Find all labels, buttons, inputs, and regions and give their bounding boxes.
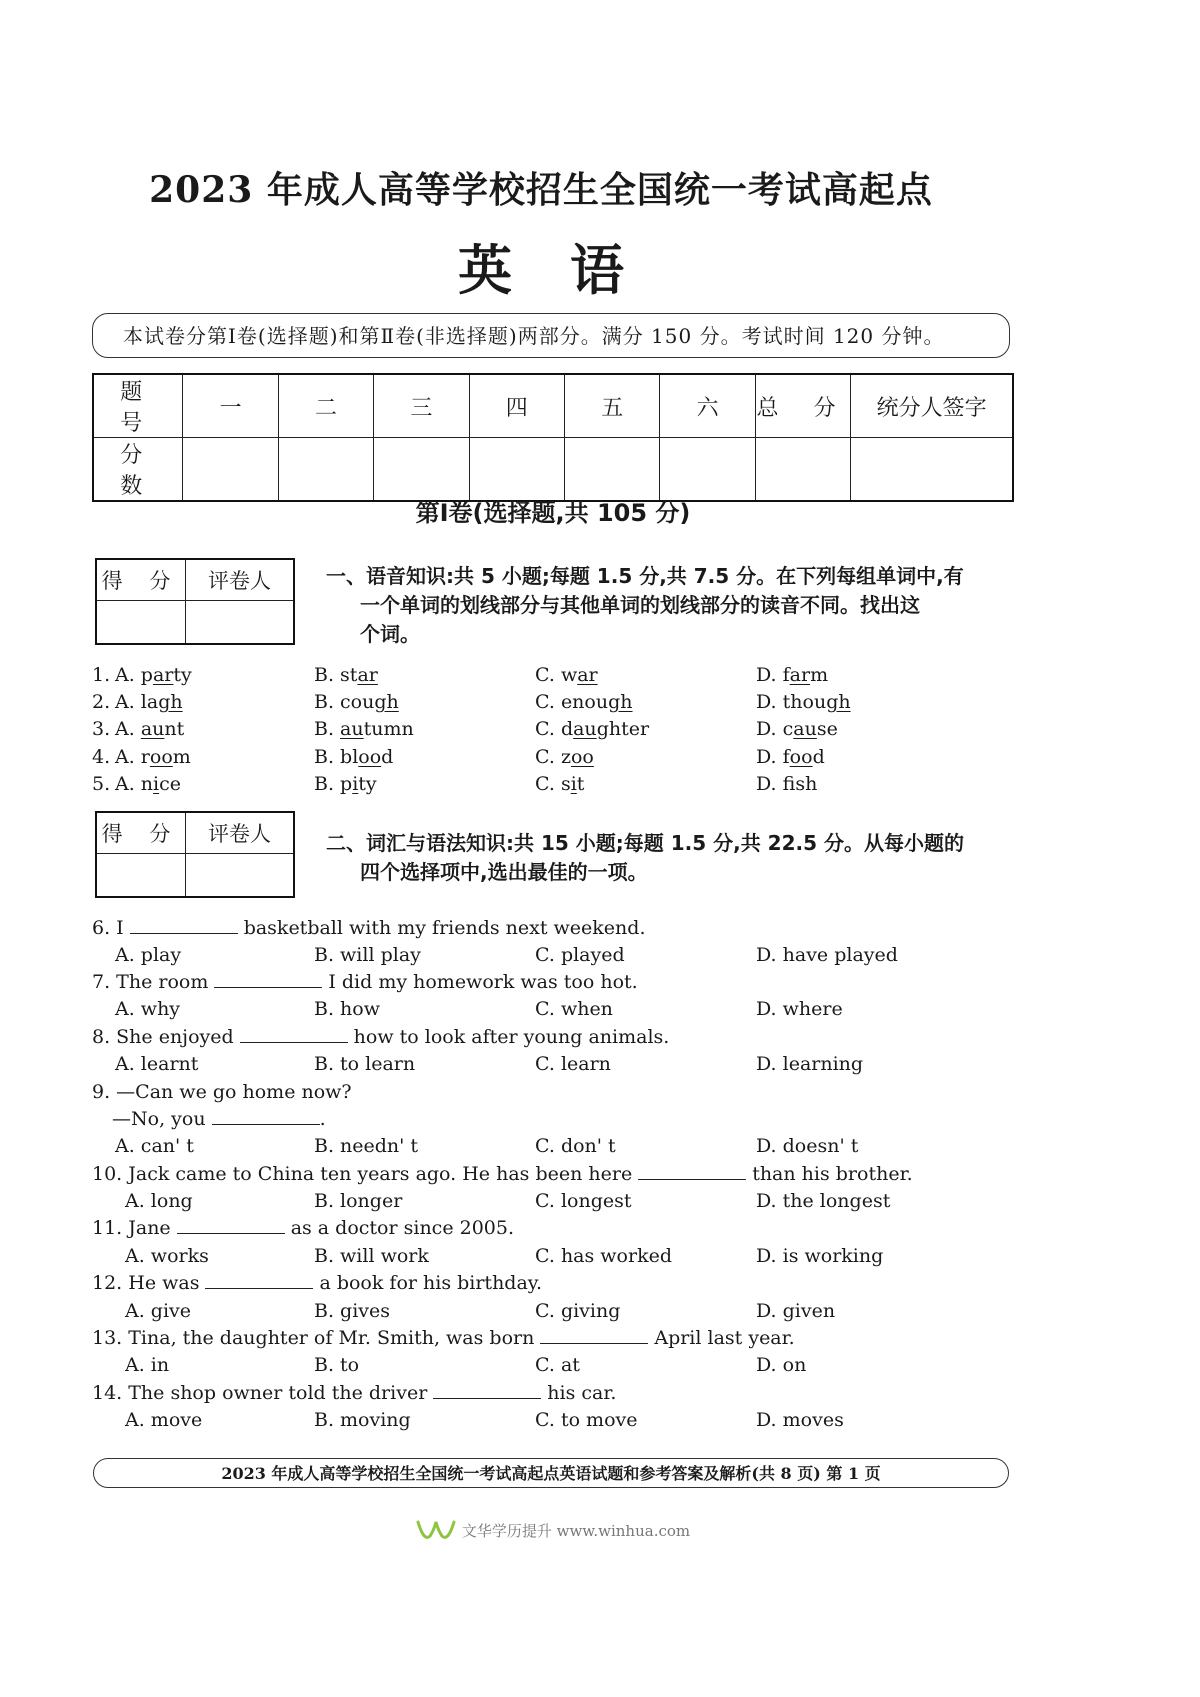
stem-text: 6. I bbox=[92, 917, 124, 939]
option-text: C. w bbox=[535, 664, 578, 686]
section1-heading-line: 个词。 bbox=[360, 622, 420, 646]
option-b[interactable] bbox=[314, 662, 378, 689]
option-b[interactable]: B. needn' t bbox=[314, 1135, 419, 1157]
option-d[interactable]: D. on bbox=[756, 1354, 807, 1376]
option-text: t bbox=[576, 773, 585, 795]
question-stem bbox=[92, 1325, 1092, 1352]
option-c[interactable]: C. longest bbox=[535, 1190, 632, 1212]
score-table-cell: 分 数 bbox=[93, 438, 183, 502]
score-input-cell[interactable] bbox=[374, 438, 469, 502]
option-d[interactable]: D. given bbox=[756, 1300, 836, 1322]
option-b[interactable] bbox=[314, 716, 414, 743]
option-text: ghter bbox=[596, 718, 650, 740]
underlined-letters: gh bbox=[608, 691, 633, 713]
question-number: 2. bbox=[92, 691, 111, 713]
option-d[interactable]: D. the longest bbox=[756, 1190, 891, 1212]
score-table-cell: 题 号 bbox=[93, 374, 183, 438]
phonetics-question-row bbox=[92, 689, 1092, 716]
grader-box-score-label: 得 分 bbox=[96, 812, 186, 854]
grader-box-grader-cell[interactable] bbox=[186, 854, 295, 898]
option-d[interactable]: D. moves bbox=[756, 1409, 844, 1431]
options-row bbox=[92, 1407, 1092, 1434]
score-table bbox=[92, 373, 1014, 502]
question-number: 4. bbox=[92, 746, 111, 768]
score-input-cell[interactable] bbox=[278, 438, 373, 502]
winhua-logo-icon bbox=[416, 1516, 456, 1548]
stem-text: his car. bbox=[547, 1382, 617, 1404]
score-input-cell[interactable] bbox=[660, 438, 755, 502]
score-table-cell: 六 bbox=[660, 374, 755, 438]
stem-text: how to look after young animals. bbox=[353, 1026, 670, 1048]
stem-text: I did my homework was too hot. bbox=[328, 971, 638, 993]
option-a[interactable] bbox=[115, 771, 181, 798]
score-input-cell[interactable] bbox=[469, 438, 564, 502]
option-text: C. d bbox=[535, 718, 574, 740]
question-stem bbox=[92, 915, 1092, 942]
stem-text: 10. Jack came to China ten years ago. He has been here bbox=[92, 1163, 633, 1185]
score-input-cell[interactable] bbox=[755, 438, 850, 502]
option-a[interactable]: A. long bbox=[125, 1190, 193, 1212]
phonetics-question-row bbox=[92, 771, 1092, 798]
score-table-cell: 统分人签字 bbox=[851, 374, 1013, 438]
question-stem bbox=[92, 1270, 1092, 1297]
answer-blank[interactable] bbox=[177, 1215, 285, 1234]
option-a[interactable] bbox=[115, 744, 191, 771]
question-number: 5. bbox=[92, 773, 111, 795]
option-c[interactable] bbox=[535, 716, 649, 743]
underlined-letters: i bbox=[570, 773, 577, 795]
option-text: D. f bbox=[756, 773, 796, 795]
grader-box-score-cell[interactable] bbox=[96, 601, 186, 645]
option-text: m bbox=[810, 664, 829, 686]
option-c[interactable]: C. played bbox=[535, 944, 625, 966]
option-b[interactable]: B. moving bbox=[314, 1409, 411, 1431]
page-footer: 2023 年成人高等学校招生全国统一考试高起点英语试题和参考答案及解析(共 8 页) 第 1 页 bbox=[93, 1458, 1009, 1488]
option-text: d bbox=[812, 746, 825, 768]
grader-box-score-cell[interactable] bbox=[96, 854, 186, 898]
option-text: C. enou bbox=[535, 691, 609, 713]
underlined-letters: oo bbox=[149, 746, 173, 768]
option-b[interactable] bbox=[314, 771, 377, 798]
option-d[interactable] bbox=[756, 716, 838, 743]
option-d[interactable]: D. is working bbox=[756, 1245, 884, 1267]
answer-blank[interactable] bbox=[638, 1161, 746, 1180]
option-text: d bbox=[381, 746, 394, 768]
section1-heading-line: 一、语音知识:共 5 小题;每题 1.5 分,共 7.5 分。在下列每组单词中,有 bbox=[326, 564, 964, 588]
option-a[interactable]: A. move bbox=[125, 1409, 203, 1431]
underlined-letters: au bbox=[140, 718, 165, 740]
score-table-cell: 五 bbox=[565, 374, 660, 438]
underlined-letters: i bbox=[352, 773, 359, 795]
underlined-letters: ar bbox=[152, 664, 174, 686]
subject-title: 英语 bbox=[458, 238, 682, 302]
stem-text: 8. She enjoyed bbox=[92, 1026, 234, 1048]
option-c[interactable]: C. learn bbox=[535, 1053, 611, 1075]
question-stem bbox=[92, 1380, 1092, 1407]
grader-box-grader-label: 评卷人 bbox=[186, 812, 295, 854]
options-row bbox=[92, 1352, 1092, 1379]
option-text: B. cou bbox=[314, 691, 375, 713]
option-c[interactable] bbox=[535, 771, 584, 798]
option-text: B. bbox=[314, 718, 341, 740]
score-input-cell[interactable] bbox=[183, 438, 278, 502]
option-text: A. p bbox=[115, 664, 153, 686]
score-table-cell: 总 分 bbox=[755, 374, 850, 438]
option-b[interactable]: B. gives bbox=[314, 1300, 391, 1322]
watermark-text: 文华学历提升 www.winhua.com bbox=[461, 1522, 691, 1540]
stem-text: 13. Tina, the daughter of Mr. Smith, was born bbox=[92, 1327, 535, 1349]
option-b[interactable]: B. to learn bbox=[314, 1053, 416, 1075]
underlined-letters: oo bbox=[570, 746, 594, 768]
underlined-letters: oo bbox=[358, 746, 382, 768]
stem-text: . bbox=[319, 1108, 326, 1130]
grader-box-grader-cell[interactable] bbox=[186, 601, 295, 645]
answer-blank[interactable] bbox=[205, 1270, 313, 1289]
option-a[interactable]: A. give bbox=[125, 1300, 192, 1322]
option-text: A. n bbox=[115, 773, 154, 795]
options-row bbox=[92, 942, 1092, 969]
part1-title: 第Ⅰ卷(选择题,共 105 分) bbox=[415, 499, 691, 527]
option-text: A. bbox=[115, 718, 141, 740]
section2-heading-line: 四个选择项中,选出最佳的一项。 bbox=[360, 860, 648, 884]
stem-text: than his brother. bbox=[752, 1163, 913, 1185]
underlined-letters: ar bbox=[357, 664, 378, 686]
option-text: C. s bbox=[535, 773, 571, 795]
underlined-letters: i bbox=[153, 773, 160, 795]
section1-heading bbox=[326, 562, 1006, 649]
option-a[interactable] bbox=[115, 689, 183, 716]
stem-text: basketball with my friends next weekend. bbox=[243, 917, 646, 939]
score-table-cell: 三 bbox=[374, 374, 469, 438]
answer-blank[interactable] bbox=[130, 915, 238, 934]
option-d[interactable] bbox=[756, 771, 817, 798]
section1-heading-line: 一个单词的划线部分与其他单词的划线部分的读音不同。找出这 bbox=[360, 593, 920, 617]
stem-text: a book for his birthday. bbox=[319, 1272, 543, 1294]
underlined-letters: au bbox=[340, 718, 364, 740]
option-a[interactable]: A. works bbox=[125, 1245, 209, 1267]
option-text: tumn bbox=[363, 718, 414, 740]
watermark bbox=[0, 1516, 1106, 1548]
option-text: C. z bbox=[535, 746, 571, 768]
option-a[interactable] bbox=[115, 716, 184, 743]
grader-box bbox=[95, 811, 295, 898]
underlined-letters: ar bbox=[789, 664, 811, 686]
answer-blank[interactable] bbox=[540, 1325, 648, 1344]
score-table-score-row bbox=[93, 438, 1013, 502]
option-a[interactable]: A. learnt bbox=[115, 1053, 199, 1075]
option-d[interactable]: D. learning bbox=[756, 1053, 864, 1075]
option-a[interactable]: A. in bbox=[125, 1354, 170, 1376]
question-stem bbox=[92, 1024, 1092, 1051]
option-text: D. c bbox=[756, 718, 794, 740]
option-text: B. bl bbox=[314, 746, 359, 768]
stem-text: 14. The shop owner told the driver bbox=[92, 1382, 428, 1404]
option-text: D. thou bbox=[756, 691, 827, 713]
stem-text: 9. —Can we go home now? bbox=[92, 1081, 352, 1103]
option-b[interactable]: B. will play bbox=[314, 944, 421, 966]
answer-blank[interactable] bbox=[212, 1106, 320, 1125]
option-text: se bbox=[816, 718, 838, 740]
underlined-letters: au bbox=[573, 718, 597, 740]
underlined-letters: oo bbox=[789, 746, 813, 768]
stem-text: 11. Jane bbox=[92, 1217, 171, 1239]
option-text: A. la bbox=[115, 691, 159, 713]
option-d[interactable] bbox=[756, 744, 825, 771]
grader-box-score-label: 得 分 bbox=[96, 559, 186, 601]
options-row bbox=[92, 1188, 1092, 1215]
option-text: nt bbox=[164, 718, 185, 740]
answer-blank[interactable] bbox=[433, 1380, 541, 1399]
option-a[interactable]: A. why bbox=[115, 998, 181, 1020]
option-a[interactable]: A. can' t bbox=[115, 1135, 194, 1157]
exam-instructions: 本试卷分第Ⅰ卷(选择题)和第Ⅱ卷(非选择题)两部分。满分 150 分。考试时间 120 分钟。 bbox=[92, 313, 1010, 358]
score-input-cell[interactable] bbox=[851, 438, 1013, 502]
answer-blank[interactable] bbox=[240, 1024, 348, 1043]
option-text: D. f bbox=[756, 664, 790, 686]
phonetics-question-row bbox=[92, 744, 1092, 771]
underlined-letters: au bbox=[793, 718, 817, 740]
score-input-cell[interactable] bbox=[565, 438, 660, 502]
option-b[interactable] bbox=[314, 689, 399, 716]
option-c[interactable]: C. at bbox=[535, 1354, 580, 1376]
score-table-cell: 二 bbox=[278, 374, 373, 438]
option-text: m bbox=[172, 746, 191, 768]
option-a[interactable] bbox=[115, 662, 192, 689]
score-table-header-row bbox=[93, 374, 1013, 438]
stem-text: 7. The room bbox=[92, 971, 209, 993]
option-d[interactable] bbox=[756, 662, 828, 689]
option-c[interactable]: C. when bbox=[535, 998, 613, 1020]
option-c[interactable]: C. to move bbox=[535, 1409, 638, 1431]
option-b[interactable]: B. longer bbox=[314, 1190, 403, 1212]
section2-heading-line: 二、词汇与语法知识:共 15 小题;每题 1.5 分,共 22.5 分。从每小题的 bbox=[326, 831, 964, 855]
options-row bbox=[92, 1133, 1092, 1160]
options-row bbox=[92, 1051, 1092, 1078]
option-d[interactable]: D. doesn' t bbox=[756, 1135, 859, 1157]
options-row bbox=[92, 1298, 1092, 1325]
option-b[interactable]: B. how bbox=[314, 998, 380, 1020]
stem-text: —No, you bbox=[112, 1108, 206, 1130]
option-b[interactable]: B. to bbox=[314, 1354, 360, 1376]
option-text: ty bbox=[173, 664, 192, 686]
phonetics-question-row bbox=[92, 716, 1092, 743]
option-d[interactable]: D. have played bbox=[756, 944, 898, 966]
option-c[interactable] bbox=[535, 662, 598, 689]
question-stem bbox=[92, 1106, 1092, 1133]
option-text: D. f bbox=[756, 746, 790, 768]
grader-box bbox=[95, 558, 295, 645]
options-row bbox=[92, 1243, 1092, 1270]
option-b[interactable]: B. will work bbox=[314, 1245, 429, 1267]
option-c[interactable] bbox=[535, 689, 633, 716]
option-text: ty bbox=[358, 773, 377, 795]
answer-blank[interactable] bbox=[214, 969, 322, 988]
question-number: 1. bbox=[92, 664, 111, 686]
stem-text: April last year. bbox=[654, 1327, 795, 1349]
score-table-cell: 四 bbox=[469, 374, 564, 438]
question-stem bbox=[92, 1215, 1092, 1242]
question-stem bbox=[92, 1079, 1092, 1106]
underlined-letters: gh bbox=[158, 691, 183, 713]
grader-box-grader-label: 评卷人 bbox=[186, 559, 295, 601]
phonetics-question-row bbox=[92, 662, 1092, 689]
option-a[interactable]: A. play bbox=[115, 944, 182, 966]
question-number: 3. bbox=[92, 718, 111, 740]
option-c[interactable]: C. giving bbox=[535, 1300, 621, 1322]
option-b[interactable] bbox=[314, 744, 393, 771]
question-stem bbox=[92, 1161, 1092, 1188]
question-stem bbox=[92, 969, 1092, 996]
option-text: B. st bbox=[314, 664, 358, 686]
score-table-cell: 一 bbox=[183, 374, 278, 438]
option-text: A. r bbox=[115, 746, 150, 768]
option-d[interactable] bbox=[756, 689, 851, 716]
option-c[interactable]: C. has worked bbox=[535, 1245, 672, 1267]
option-d[interactable]: D. where bbox=[756, 998, 843, 1020]
option-c[interactable] bbox=[535, 744, 594, 771]
option-text: B. p bbox=[314, 773, 353, 795]
stem-text: as a doctor since 2005. bbox=[290, 1217, 514, 1239]
option-text: sh bbox=[795, 773, 818, 795]
options-row bbox=[92, 996, 1092, 1023]
underlined-letters: ar bbox=[577, 664, 598, 686]
option-c[interactable]: C. don' t bbox=[535, 1135, 616, 1157]
exam-title: 2023 年成人高等学校招生全国统一考试高起点 bbox=[149, 169, 933, 211]
underlined-letters: gh bbox=[374, 691, 399, 713]
option-text: ce bbox=[159, 773, 182, 795]
section2-heading bbox=[326, 829, 1006, 887]
underlined-letters: gh bbox=[826, 691, 851, 713]
stem-text: 12. He was bbox=[92, 1272, 200, 1294]
